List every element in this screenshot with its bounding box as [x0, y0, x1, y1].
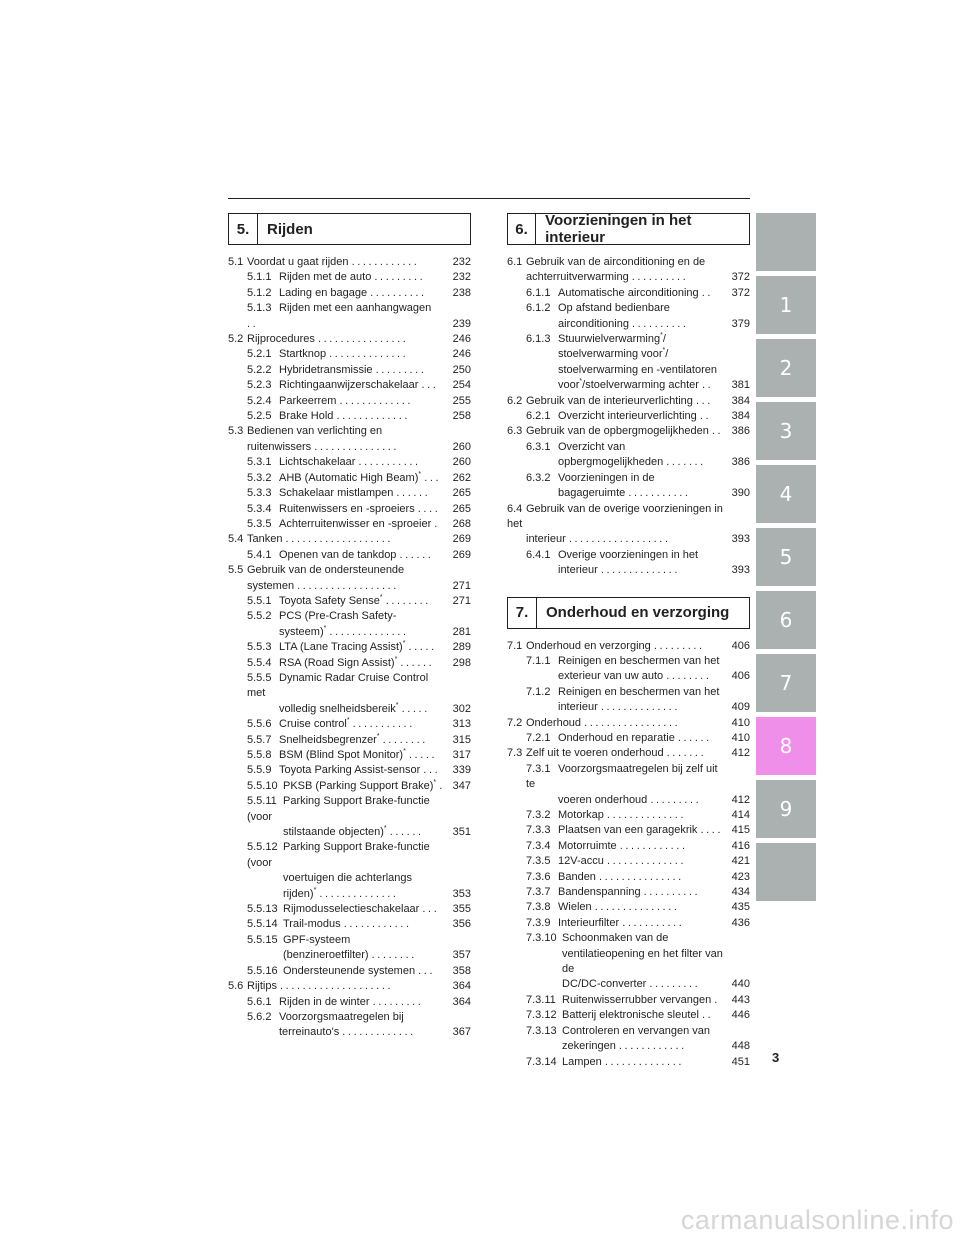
- toc-entry[interactable]: 5.1 Voordat u gaat rijden ............ 232: [228, 255, 471, 270]
- page-ref: 372: [731, 286, 750, 299]
- page-ref: 386: [731, 425, 750, 438]
- page-ref: 265: [452, 502, 471, 515]
- toc-column-left: [228, 213, 471, 1041]
- page-ref: 265: [452, 487, 471, 500]
- page-ref: 246: [452, 333, 471, 346]
- toc-entry[interactable]: 5.5.10 PKSB (Parking Support Brake)* . 347: [228, 779, 471, 794]
- toc-entry[interactable]: 6.2.1 Overzicht interieurverlichting .. 384: [507, 409, 750, 424]
- page-ref: 269: [452, 533, 471, 546]
- page-ref: 412: [731, 793, 750, 806]
- toc-entry[interactable]: 7.2 Onderhoud ................. 410: [507, 716, 750, 731]
- toc-entry[interactable]: 5.5.16 Ondersteunende systemen ... 358: [228, 964, 471, 979]
- chapter-number: 7.: [508, 598, 537, 628]
- toc-entry[interactable]: 5.6 Rijtips .................... 364: [228, 979, 471, 994]
- page-ref: 351: [452, 826, 471, 839]
- toc-entry[interactable]: 5.3.3 Schakelaar mistlampen ...... 265: [228, 486, 471, 501]
- toc-entry[interactable]: 7.3.11 Ruitenwisserrubber vervangen . 443: [507, 993, 750, 1008]
- toc-entry[interactable]: 5.2.5 Brake Hold ............. 258: [228, 409, 471, 424]
- page-ref: 255: [452, 394, 471, 407]
- page-ref: 393: [731, 564, 750, 577]
- toc-entry[interactable]: 7.1.2 Reinigen en beschermen van het interieur .............. 409: [507, 685, 750, 716]
- toc-entry[interactable]: 5.5.5 Dynamic Radar Cruise Control met volledig snelheidsbereik* ..... 302: [228, 671, 471, 717]
- toc-entry[interactable]: 5.4.1 Openen van de tankdop ...... 269: [228, 548, 471, 563]
- chapter-tab-4[interactable]: 4: [756, 465, 816, 523]
- page-ref: 317: [452, 749, 471, 761]
- toc-entry[interactable]: 5.3.2 AHB (Automatic High Beam)* ... 262: [228, 471, 471, 486]
- page-ref: 260: [452, 440, 471, 453]
- page-ref: 339: [452, 764, 471, 777]
- toc-entry[interactable]: 5.5.12 Parking Support Brake-functie (voor voertuigen die achterlangs rijden)* .............. 353: [228, 840, 471, 902]
- toc-entry[interactable]: 6.4 Gebruik van de overige voorzieningen in het interieur .................. 393: [507, 502, 750, 548]
- toc-entry[interactable]: 6.1.2 Op afstand bedienbare airconditioning .......... 379: [507, 301, 750, 332]
- toc-entry[interactable]: 5.2 Rijprocedures ................ 246: [228, 332, 471, 347]
- toc-list-7: [507, 639, 750, 1070]
- toc-entry[interactable]: 7.3.7 Bandenspanning .......... 434: [507, 885, 750, 900]
- page-ref: 390: [731, 487, 750, 500]
- chapter-header-7: [507, 597, 750, 629]
- page-ref: 358: [452, 964, 471, 977]
- page-ref: 302: [452, 702, 471, 715]
- page-ref: 415: [731, 824, 750, 837]
- chapter-tab-8[interactable]: 8: [756, 717, 816, 775]
- page-ref: 406: [731, 639, 750, 652]
- page-ref: 254: [452, 379, 471, 392]
- page-ref: 435: [731, 901, 750, 914]
- toc-column-right: [507, 213, 750, 1070]
- page-ref: 262: [452, 471, 471, 484]
- page-ref: 410: [731, 731, 750, 744]
- toc-entry[interactable]: 7.3 Zelf uit te voeren onderhoud ....... 412: [507, 746, 750, 761]
- toc-entry[interactable]: 5.5.6 Cruise control* ........... 313: [228, 717, 471, 732]
- toc-entry[interactable]: 5.3.4 Ruitenwissers en -sproeiers .... 265: [228, 502, 471, 517]
- page-number: 3: [772, 1050, 780, 1065]
- toc-entry[interactable]: 7.3.13 Controleren en vervangen van zekeringen ............ 448: [507, 1024, 750, 1055]
- page-ref: 436: [731, 916, 750, 929]
- toc-entry[interactable]: 7.2.1 Onderhoud en reparatie ...... 410: [507, 731, 750, 746]
- page-ref: 448: [731, 1040, 750, 1053]
- toc-entry[interactable]: 5.5.15 GPF-systeem (benzineroetfilter) ........ 357: [228, 933, 471, 964]
- toc-entry[interactable]: 7.1 Onderhoud en verzorging ......... 406: [507, 639, 750, 654]
- chapter-title: Rijden: [267, 220, 313, 238]
- toc-entry[interactable]: 5.5.13 Rijmodusselectieschakelaar ... 355: [228, 902, 471, 917]
- page-ref: 268: [452, 517, 471, 530]
- page-ref: 372: [731, 271, 750, 284]
- page-ref: 356: [452, 918, 471, 931]
- page-ref: 250: [452, 363, 471, 376]
- page-ref: 232: [452, 256, 471, 268]
- page-ref: 260: [452, 456, 471, 469]
- toc-entry[interactable]: 5.2.1 Startknop .............. 246: [228, 347, 471, 362]
- page-ref: 232: [452, 271, 471, 284]
- page-ref: 271: [452, 594, 471, 607]
- page-ref: 269: [452, 548, 471, 561]
- toc-entry[interactable]: 7.3.1 Voorzorgsmaatregelen bij zelf uit te voeren onderhoud ......... 412: [507, 762, 750, 808]
- toc-entry[interactable]: 5.2.4 Parkeerrem ............. 255: [228, 394, 471, 409]
- toc-entry[interactable]: 7.1.1 Reinigen en beschermen van het exterieur van uw auto ........ 406: [507, 654, 750, 685]
- toc-entry[interactable]: 6.1 Gebruik van de airconditioning en de achterruitverwarming .......... 372: [507, 255, 750, 286]
- toc-entry[interactable]: 6.3.1 Overzicht van opbergmogelijkheden ....... 386: [507, 440, 750, 471]
- chapter-header-5: [228, 213, 471, 245]
- page-ref: 384: [731, 410, 750, 423]
- chapter-tab-blank: [756, 843, 816, 901]
- toc-entry[interactable]: 5.5.8 BSM (Blind Spot Monitor)* ..... 317: [228, 748, 471, 763]
- page-ref: 281: [452, 625, 471, 638]
- toc-entry[interactable]: 6.3 Gebruik van de opbergmogelijkheden .. 386: [507, 424, 750, 439]
- watermark: carmanualsonline.info: [680, 1205, 954, 1235]
- page-ref: 367: [452, 1026, 471, 1039]
- page-ref: 238: [452, 286, 471, 299]
- toc-entry[interactable]: 5.5.14 Trail-modus ............ 356: [228, 917, 471, 932]
- toc-entry[interactable]: 5.5.11 Parking Support Brake-functie (voor stilstaande objecten)* ...... 351: [228, 794, 471, 840]
- page-ref: 381: [731, 379, 750, 392]
- page-ref: 364: [452, 995, 471, 1008]
- page-ref: 384: [731, 394, 750, 407]
- toc-entry[interactable]: 5.1.2 Lading en bagage .......... 238: [228, 286, 471, 301]
- toc-entry[interactable]: 7.3.5 12V-accu .............. 421: [507, 854, 750, 869]
- section-gap: [507, 579, 750, 597]
- toc-entry[interactable]: 7.3.2 Motorkap .............. 414: [507, 808, 750, 823]
- page-ref: 239: [452, 317, 471, 330]
- toc-entry[interactable]: 7.3.3 Plaatsen van een garagekrik .... 415: [507, 823, 750, 838]
- page-ref: 289: [452, 641, 471, 654]
- page-ref: 440: [731, 978, 750, 991]
- chapter-tabs: [756, 213, 816, 906]
- chapter-title: Voorzieningen in het interieur: [545, 212, 692, 246]
- chapter-header-6: [507, 213, 750, 245]
- page-ref: 246: [452, 348, 471, 361]
- chapter-title: Onderhoud en verzorging: [546, 604, 730, 622]
- toc-entry[interactable]: 6.4.1 Overige voorzieningen in het interieur .............. 393: [507, 548, 750, 579]
- chapter-tab-3[interactable]: 3: [756, 402, 816, 460]
- page-ref: 410: [731, 716, 750, 729]
- toc-entry[interactable]: 7.3.6 Banden ............... 423: [507, 870, 750, 885]
- page-ref: 434: [731, 886, 750, 899]
- toc-entry[interactable]: 6.1.3 Stuurwielverwarming*/ stoelverwarming voor*/ stoelverwarming en -ventilatoren voor*/stoelverwarming achter .. 381: [507, 332, 750, 394]
- toc-entry[interactable]: 5.5.1 Toyota Safety Sense* ........ 271: [228, 594, 471, 609]
- page-ref: 298: [452, 656, 471, 669]
- chapter-tab-7[interactable]: 7: [756, 654, 816, 712]
- page-ref: 313: [452, 718, 471, 731]
- page-ref: 364: [452, 980, 471, 993]
- toc-entry[interactable]: 5.3.5 Achterruitenwisser en -sproeier . 268: [228, 517, 471, 532]
- toc-entry[interactable]: 5.2.2 Hybridetransmissie ......... 250: [228, 363, 471, 378]
- chapter-number: 5.: [229, 214, 258, 244]
- page-ref: 421: [731, 855, 750, 868]
- toc-entry[interactable]: 5.5.3 LTA (Lane Tracing Assist)* ..... 289: [228, 640, 471, 655]
- page-ref: 355: [452, 903, 471, 916]
- toc-entry[interactable]: 7.3.8 Wielen ............... 435: [507, 900, 750, 915]
- page-ref: 357: [452, 949, 471, 962]
- toc-entry[interactable]: 5.6.1 Rijden in de winter ......... 364: [228, 995, 471, 1010]
- toc-entry[interactable]: 7.3.12 Batterij elektronische sleutel .. 446: [507, 1008, 750, 1023]
- page-ref: 353: [452, 887, 471, 900]
- toc-entry[interactable]: 7.3.10 Schoonmaken van de ventilatieopening en het filter van de DC/DC-converter ......... 440: [507, 931, 750, 993]
- page-ref: 258: [452, 410, 471, 423]
- toc-entry[interactable]: 6.3.2 Voorzieningen in de bagageruimte ........... 390: [507, 471, 750, 502]
- page-ref: 423: [731, 870, 750, 883]
- page-ref: 446: [731, 1009, 750, 1022]
- top-rule: [228, 198, 750, 199]
- page-ref: 443: [731, 993, 750, 1006]
- toc-list-6: [507, 255, 750, 579]
- page-ref: 271: [452, 579, 471, 592]
- toc-entry[interactable]: 5.3 Bedienen van verlichting en ruitenwissers ............... 260: [228, 424, 471, 455]
- chapter-tab-9[interactable]: 9: [756, 780, 816, 838]
- page-ref: 416: [731, 839, 750, 852]
- page-ref: 386: [731, 456, 750, 469]
- toc-list-5: [228, 255, 471, 1041]
- page-ref: 409: [731, 701, 750, 714]
- page-ref: 393: [731, 533, 750, 546]
- page-ref: 412: [731, 747, 750, 760]
- chapter-tab-6[interactable]: 6: [756, 591, 816, 649]
- page-ref: 451: [731, 1055, 750, 1068]
- toc-entry[interactable]: 5.5.4 RSA (Road Sign Assist)* ...... 298: [228, 656, 471, 671]
- toc-entry[interactable]: 5.1.1 Rijden met de auto ......... 232: [228, 270, 471, 285]
- chapter-tab-blank: [756, 213, 816, 271]
- toc-entry[interactable]: 5.5.2 PCS (Pre-Crash Safety- systeem)* .............. 281: [228, 609, 471, 640]
- toc-entry[interactable]: 5.1.3 Rijden met een aanhangwagen .. 239: [228, 301, 471, 332]
- chapter-tab-1[interactable]: 1: [756, 276, 816, 334]
- toc-entry[interactable]: 7.3.4 Motorruimte ............ 416: [507, 839, 750, 854]
- toc-entry[interactable]: 5.5.9 Toyota Parking Assist-sensor ... 339: [228, 763, 471, 778]
- chapter-tab-5[interactable]: 5: [756, 528, 816, 586]
- toc-entry[interactable]: 7.3.9 Interieurfilter ........... 436: [507, 916, 750, 931]
- page-ref: 414: [731, 809, 750, 821]
- page-ref: 406: [731, 670, 750, 683]
- toc-entry[interactable]: 5.6.2 Voorzorgsmaatregelen bij terreinauto's ............. 367: [228, 1010, 471, 1041]
- toc-entry[interactable]: 6.2 Gebruik van de interieurverlichting ... 384: [507, 394, 750, 409]
- toc-entry[interactable]: 7.3.14 Lampen .............. 451: [507, 1055, 750, 1070]
- toc-entry[interactable]: 5.2.3 Richtingaanwijzerschakelaar ... 254: [228, 378, 471, 393]
- page-ref: 315: [452, 733, 471, 746]
- toc-entry[interactable]: 6.1.1 Automatische airconditioning .. 372: [507, 286, 750, 301]
- chapter-tab-2[interactable]: 2: [756, 339, 816, 397]
- page-ref: 379: [731, 317, 750, 330]
- toc-entry[interactable]: 5.5.7 Snelheidsbegrenzer* ........ 315: [228, 733, 471, 748]
- toc-entry[interactable]: 5.4 Tanken ................... 269: [228, 532, 471, 547]
- toc-entry[interactable]: 5.5 Gebruik van de ondersteunende systemen .................. 271: [228, 563, 471, 594]
- page-ref: 347: [452, 779, 471, 792]
- chapter-number: 6.: [508, 214, 536, 244]
- toc-entry[interactable]: 5.3.1 Lichtschakelaar ........... 260: [228, 455, 471, 470]
